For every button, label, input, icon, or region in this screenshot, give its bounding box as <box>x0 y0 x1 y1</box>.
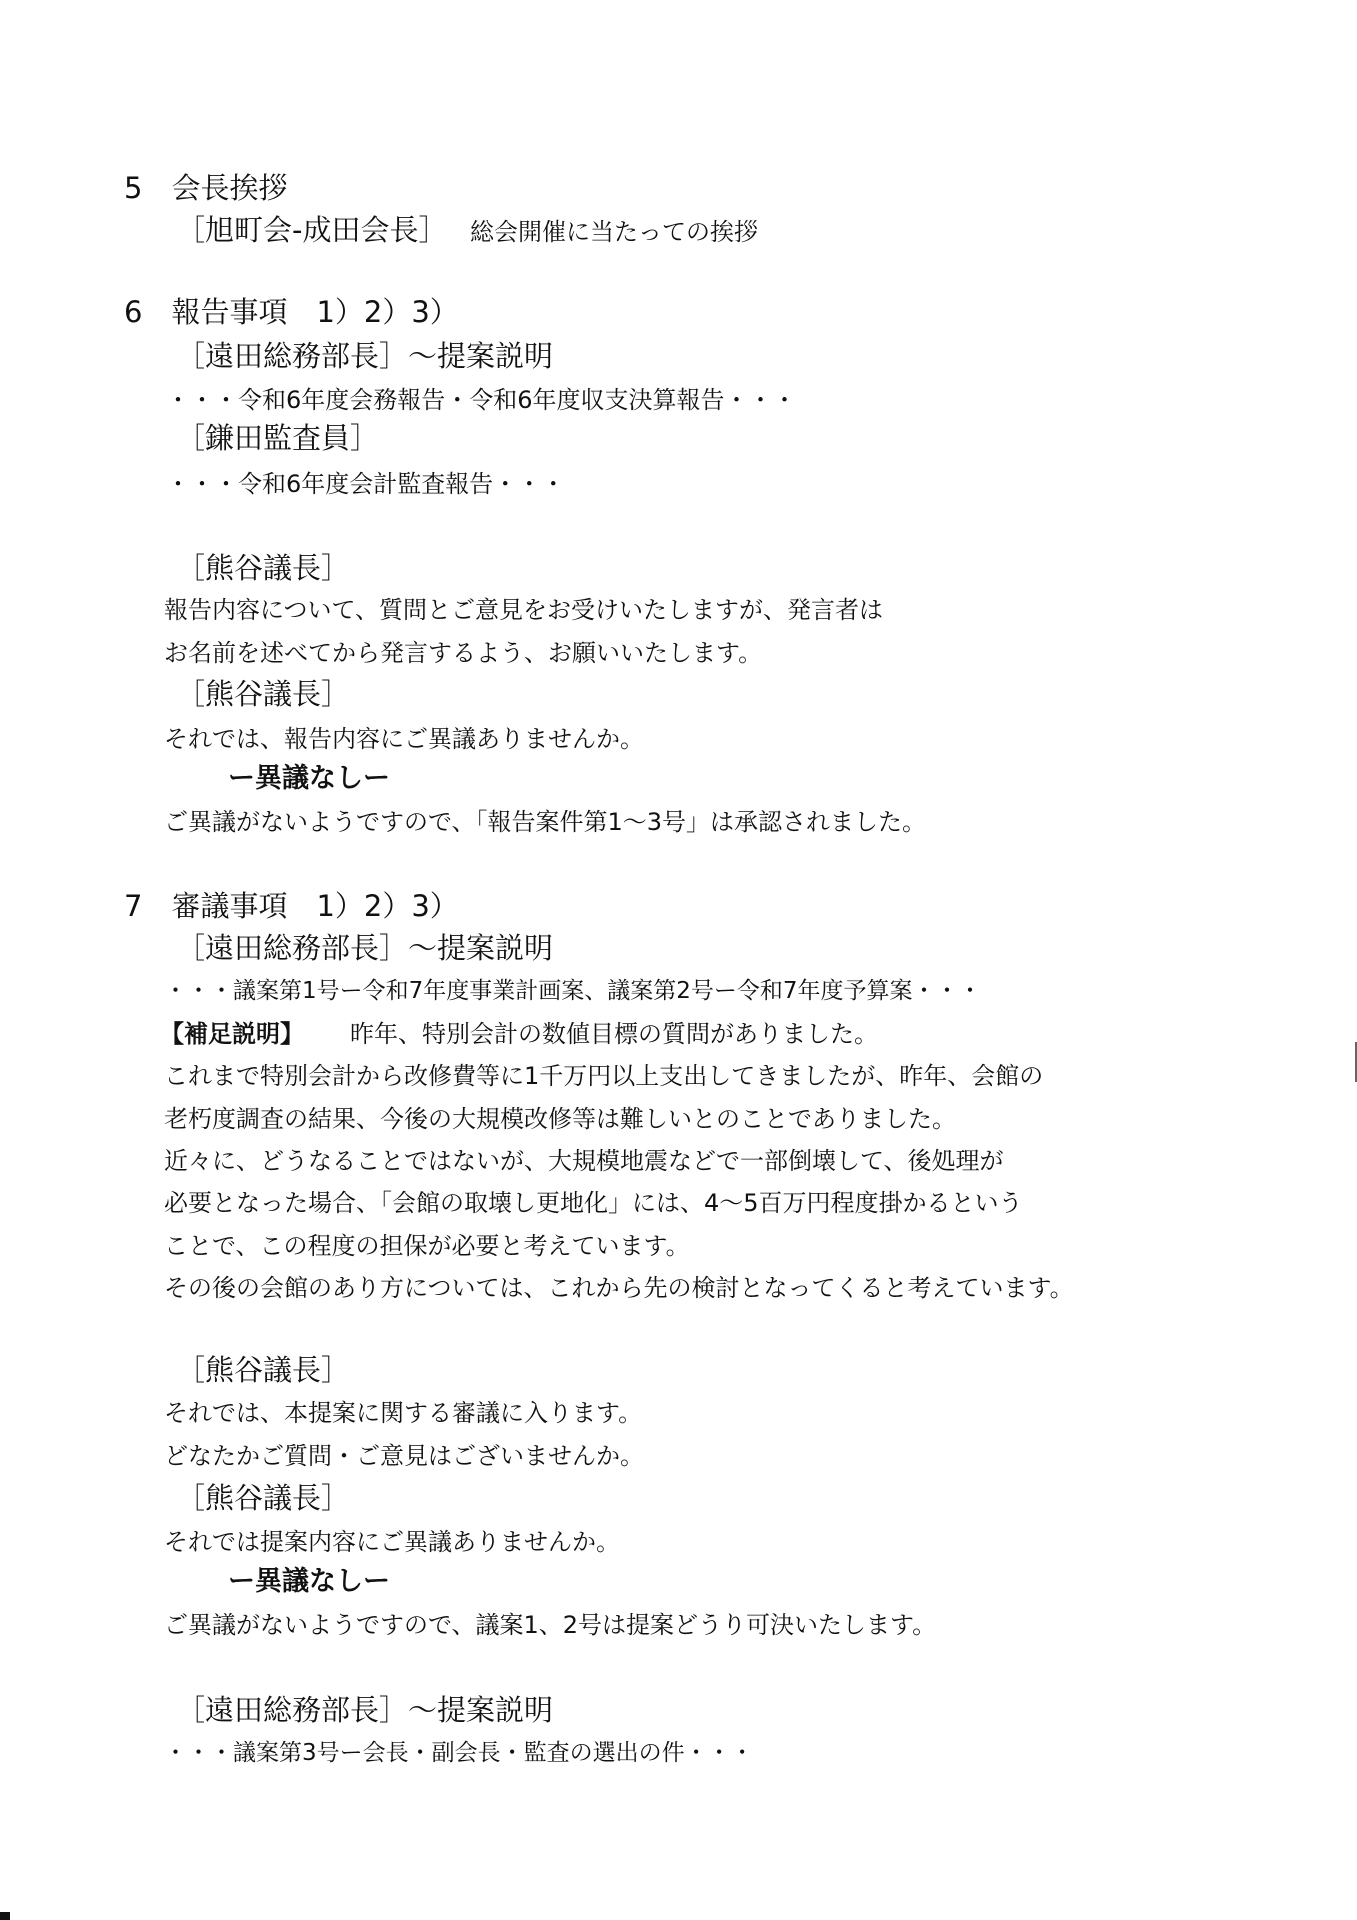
section-7-para-line-6: その後の会館のあり方については、これから先の検討となってくると考えています。 <box>164 1274 1074 1302</box>
section-5-speaker: ［旭町会-成田会長］ <box>176 213 448 247</box>
section-5-speaker-note: 総会開催に当たっての挨拶 <box>470 218 758 246</box>
section-6-heading: 6 報告事項 1）2）3） <box>124 295 459 329</box>
section-7-heading: 7 審議事項 1）2）3） <box>124 889 459 923</box>
section-7-line-3: それでは提案内容にご異議ありませんか。 <box>164 1528 620 1556</box>
section-7-line-2b: どなたかご質問・ご意見はございませんか。 <box>164 1442 644 1470</box>
section-7-para-line-4: 必要となった場合、「会館の取壊し更地化」には、4～5百万円程度掛かるという <box>164 1189 1023 1217</box>
section-7-para-line-5: ことで、この程度の担保が必要と考えています。 <box>164 1232 690 1260</box>
section-6-line-1: ・・・令和6年度会務報告・令和6年度収支決算報告・・・ <box>166 386 797 414</box>
section-7-para-line-2: 老朽度調査の結果、今後の大規模改修等は難しいとのことでありました。 <box>164 1105 956 1133</box>
section-7-supplement-label: 【補足説明】 <box>160 1020 304 1048</box>
section-7-no-objection: ー異議なしー <box>228 1566 390 1597</box>
section-6-line-2: ・・・令和6年度会計監査報告・・・ <box>166 470 566 498</box>
section-7-speaker-3: ［熊谷議長］ <box>176 1481 351 1515</box>
section-6-line-3a: 報告内容について、質問とご意見をお受けいたしますが、発言者は <box>164 596 884 624</box>
section-6-line-4: それでは、報告内容にご異議ありませんか。 <box>164 725 644 753</box>
section-7-supplement-text: 昨年、特別会計の数値目標の質問がありました。 <box>350 1020 878 1048</box>
section-5-heading: 5 会長挨拶 <box>124 171 288 205</box>
section-7-para-line-1: これまで特別会計から改修費等に1千万円以上支出してきましたが、昨年、会館の <box>164 1062 1044 1090</box>
section-6-speaker-3: ［熊谷議長］ <box>176 551 351 585</box>
section-6-speaker-1: ［遠田総務部長］～提案説明 <box>176 339 554 373</box>
section-7-speaker-1: ［遠田総務部長］～提案説明 <box>176 931 554 965</box>
section-6-speaker-2: ［鎌田監査員］ <box>176 421 380 455</box>
section-7-para-line-3: 近々に、どうなることではないが、大規模地震などで一部倒壊して、後処理が <box>164 1147 1004 1175</box>
section-6-speaker-4: ［熊谷議長］ <box>176 677 351 711</box>
section-7-speaker-2: ［熊谷議長］ <box>176 1353 351 1387</box>
section-7-speaker-4: ［遠田総務部長］～提案説明 <box>176 1693 554 1727</box>
section-6-line-3b: お名前を述べてから発言するよう、お願いいたします。 <box>164 639 763 667</box>
section-7-line-1: ・・・議案第1号ー令和7年度事業計画案、議案第2号ー令和7年度予算案・・・ <box>164 978 982 1004</box>
section-6-result: ご異議がないようですので、「報告案件第1～3号」は承認されました。 <box>164 808 927 836</box>
scan-corner-mark <box>0 1912 10 1920</box>
section-7-line-2a: それでは、本提案に関する審議に入ります。 <box>164 1399 643 1427</box>
section-7-line-4: ・・・議案第3号ー会長・副会長・監査の選出の件・・・ <box>164 1740 754 1766</box>
section-6-no-objection: ー異議なしー <box>228 763 390 794</box>
section-7-result: ご異議がないようですので、議案1、2号は提案どうり可決いたします。 <box>164 1611 937 1639</box>
